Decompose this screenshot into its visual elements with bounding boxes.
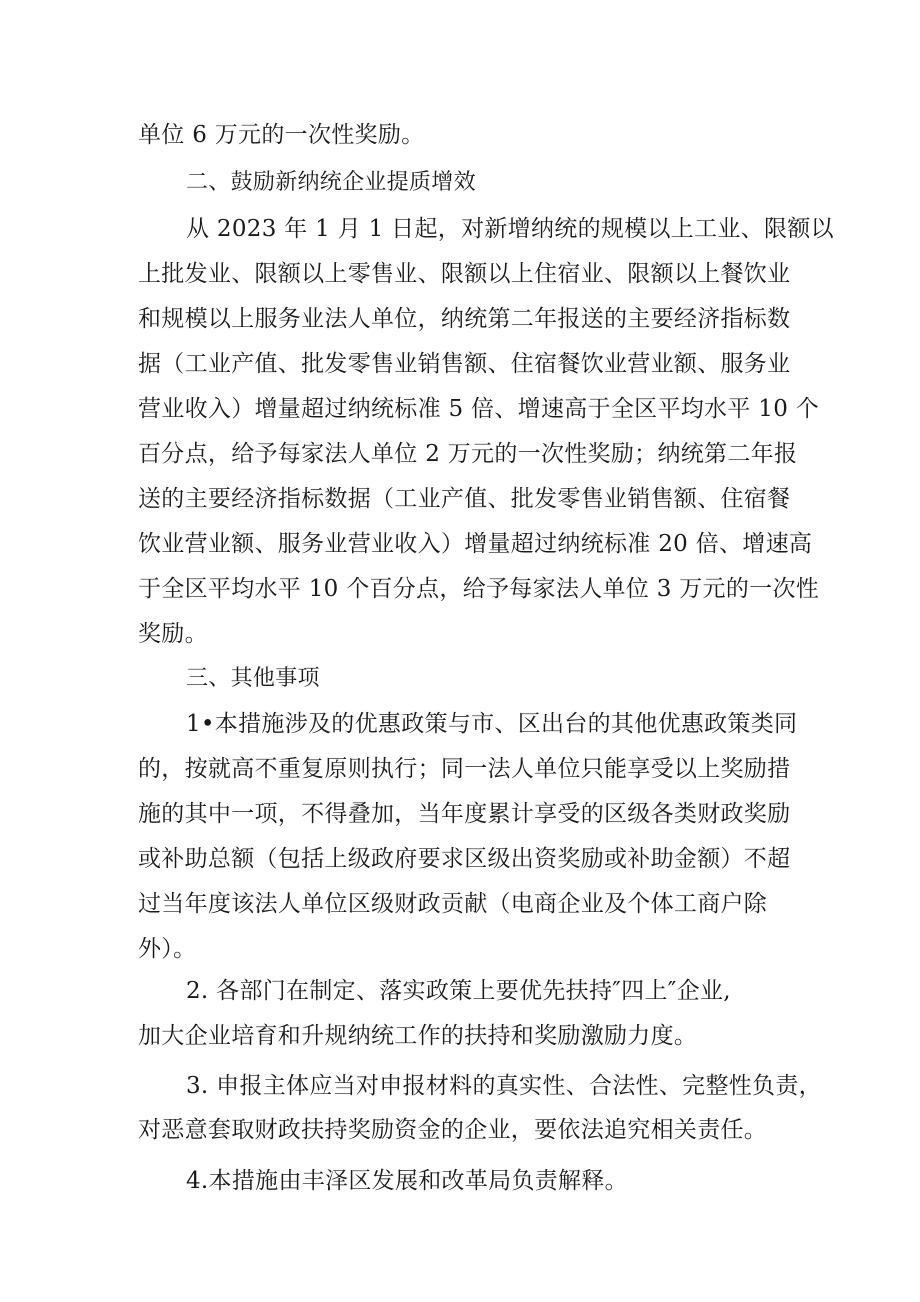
paragraph-line: 于全区平均水平 10 个百分点，给予每家法人单位 3 万元的一次性: [138, 576, 820, 602]
paragraph-line: 施的其中一项，不得叠加，当年度累计享受的区级各类财政奖励: [138, 801, 791, 827]
paragraph-line: 4.本措施由丰泽区发展和改革局负责解释。: [186, 1168, 628, 1194]
paragraph-line: 对恶意套取财政扶持奖励资金的企业，要依法追究相关责任。: [138, 1117, 768, 1143]
paragraph-line: 的，按就高不重复原则执行；同一法人单位只能享受以上奖励措: [138, 756, 791, 782]
paragraph-line: 上批发业、限额以上零售业、限额以上住宿业、限额以上餐饮业: [138, 261, 791, 287]
paragraph-line: 营业收入）增量超过纳统标准 5 倍、增速高于全区平均水平 10 个: [138, 396, 820, 422]
paragraph-line: 3. 申报主体应当对申报材料的真实性、合法性、完整性负责，: [186, 1073, 822, 1099]
paragraph-line: 百分点，给予每家法人单位 2 万元的一次性奖励；纳统第二年报: [138, 441, 798, 467]
paragraph-line: 据（工业产值、批发零售业销售额、住宿餐饮业营业额、服务业: [138, 351, 791, 377]
paragraph-line: 加大企业培育和升规纳统工作的扶持和奖励激励力度。: [138, 1023, 698, 1049]
paragraph-line: 饮业营业额、服务业营业收入）增量超过纳统标准 20 倍、增速高: [138, 531, 813, 557]
section-heading-3: 三、其他事项: [186, 666, 320, 691]
paragraph-line: 和规模以上服务业法人单位，纳统第二年报送的主要经济指标数: [138, 306, 791, 332]
section-heading-2: 二、鼓励新纳统企业提质增效: [186, 170, 476, 195]
paragraph-line: 2. 各部门在制定、落实政策上要优先扶持″四上″企业,: [186, 978, 731, 1004]
paragraph-line: 过当年度该法人单位区级财政贡献（电商企业及个体工商户除: [138, 891, 768, 917]
paragraph-line: 奖励。: [138, 621, 208, 647]
paragraph-line: 单位 6 万元的一次性奖励。: [138, 122, 425, 148]
paragraph-line: 1•本措施涉及的优惠政策与市、区出台的其他优惠政策类同: [186, 711, 798, 737]
paragraph-line: 外）。: [138, 936, 197, 962]
paragraph-line: 从 2023 年 1 月 1 日起，对新增纳统的规模以上工业、限额以: [186, 216, 834, 242]
paragraph-line: 或补助总额（包括上级政府要求区级出资奖励或补助金额）不超: [138, 846, 791, 872]
paragraph-line: 送的主要经济指标数据（工业产值、批发零售业销售额、住宿餐: [138, 486, 791, 512]
